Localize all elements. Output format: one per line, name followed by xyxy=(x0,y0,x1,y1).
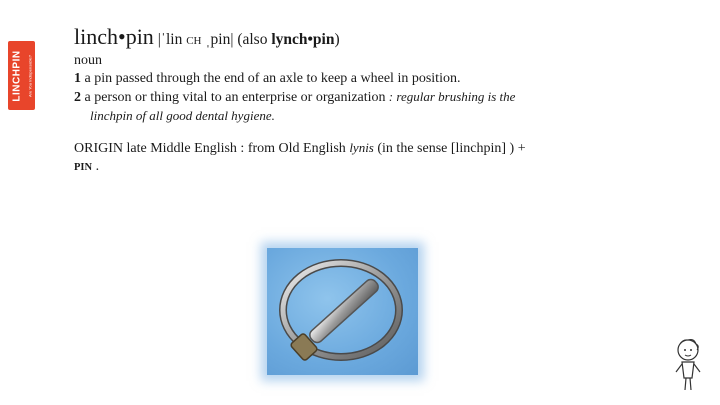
etymology: ORIGIN late Middle English : from Old English lynis (in the sense [linchpin] ) + PIN . xyxy=(74,140,526,174)
cross-ref-pin: PIN xyxy=(74,162,93,173)
entry-headline xyxy=(74,26,674,52)
sense-2: 2 a person or thing vital to an enterprise or organization : regular brushing is the linchpin of all good dental hygiene. xyxy=(74,88,674,125)
linchpin-logo xyxy=(8,41,35,110)
headword: linch•pin xyxy=(74,24,154,49)
variant-note: (also lynch•pin) xyxy=(237,31,340,48)
logo-tagline: Are You Indispensable? xyxy=(27,54,32,97)
part-of-speech: noun xyxy=(74,53,102,68)
origin-label: ORIGIN xyxy=(74,141,123,156)
source-word: lynis xyxy=(349,140,374,155)
example-sentence-cont: linchpin of all good dental hygiene. xyxy=(90,108,275,123)
stick-figure-icon xyxy=(668,336,708,394)
dictionary-entry xyxy=(74,26,674,177)
example-sentence: regular brushing is the xyxy=(396,89,516,104)
pronunciation: |ˈlin CH ˌpin| xyxy=(157,31,234,48)
sense-1: 1 a pin passed through the end of an axle to keep a wheel in position. xyxy=(74,71,461,86)
logo-brand: LINCHPIN xyxy=(11,49,22,102)
linchpin-photo xyxy=(267,248,418,375)
